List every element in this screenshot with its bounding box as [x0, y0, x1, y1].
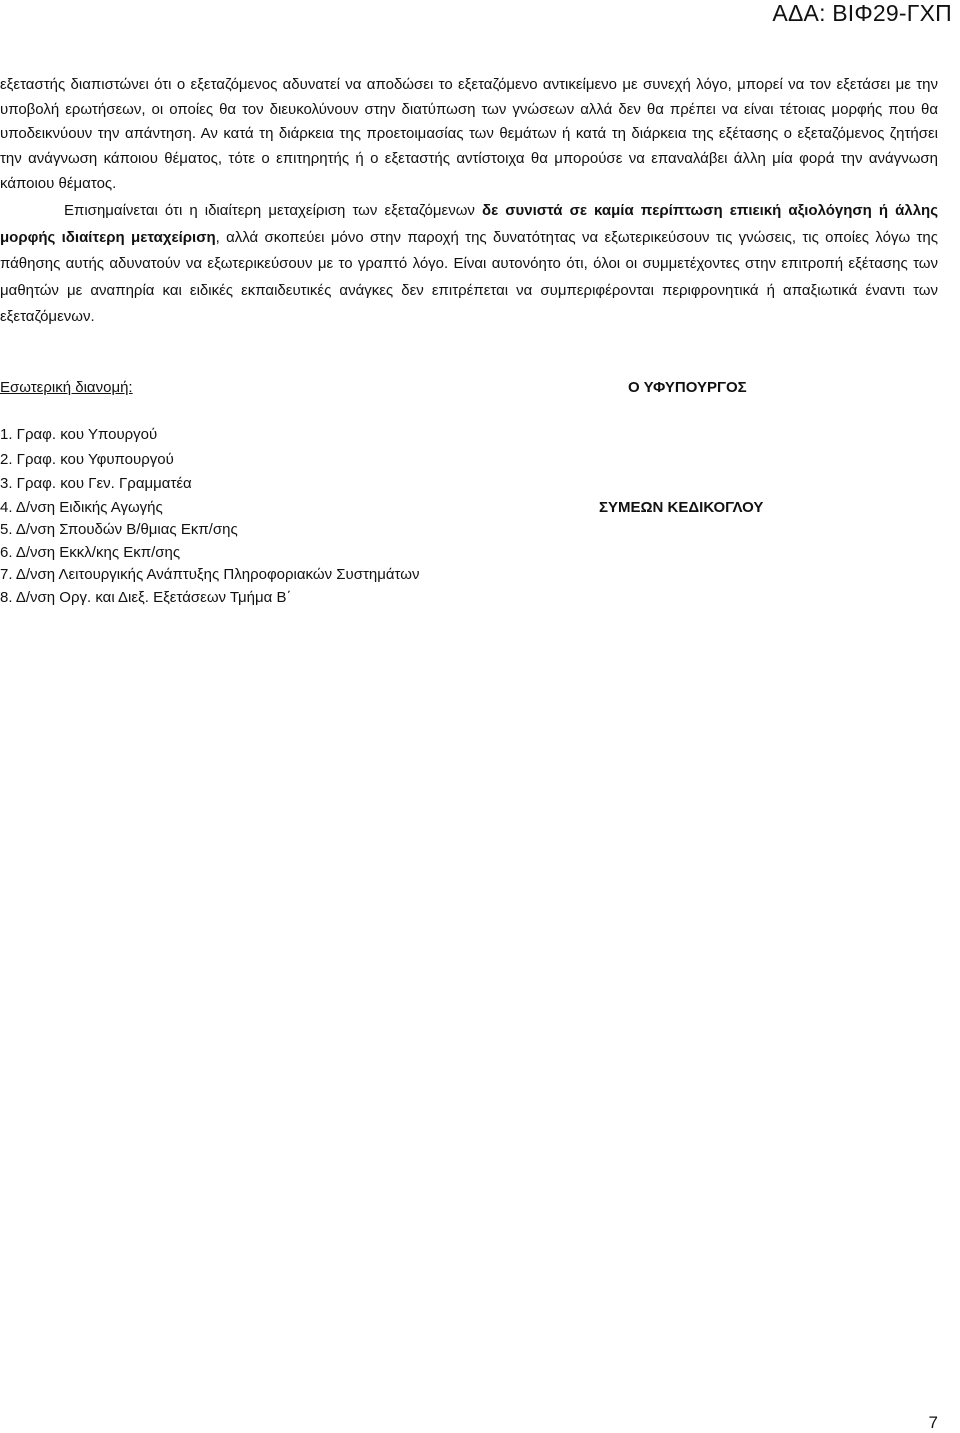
internal-distribution-label: Εσωτερική διανομή: — [0, 379, 133, 396]
paragraph-examination-procedure: εξεταστής διαπιστώνει ότι ο εξεταζόμενος αδυνατεί να αποδώσει το εξεταζόμενο αντικείμενο με συνεχή λόγο, μπορεί να τον εξετάσει με την υποβολή ερωτήσεων, οι οποίες θα τον διευκολύνουν στην διατύπωση των γνώσεων αλλά δεν θα πρέπει να είναι τέτοιας μορφής που θα υποδεικνύουν την απάντηση. Αν κατά τη διάρκεια της προετοιμασίας των θεμάτων ή κατά τη διάρκεια της εξέτασης ο εξεταζόμενος ζητήσει την ανάγνωση κάποιου θέματος, τότε ο επιτηρητής ή ο εξεταστής αντίστοιχα θα μπορούσε να επαναλάβει άλλη μία φορά την ανάγνωση κάποιου θέματος. — [0, 76, 938, 192]
page-number: 7 — [928, 1413, 938, 1432]
ada-code-header: ΑΔΑ: ΒΙΦ29-ΓΧΠ — [772, 0, 952, 26]
distribution-item: 1. Γραφ. κου Υπουργού — [0, 426, 158, 443]
paragraph-lead-text: Επισημαίνεται ότι η ιδιαίτερη μεταχείριση των εξεταζόμενων — [64, 202, 482, 219]
distribution-item: 6. Δ/νση Εκκλ/κης Εκπ/σης — [0, 543, 181, 561]
signatory-title: Ο ΥΦΥΠΟΥΡΓΟΣ — [628, 379, 747, 396]
paragraph-emphasis-text: δε συνιστά σε καμία περίπτωση επιεική αξιολόγηση ή άλλης μορφής ιδιαίτερη μεταχείριση — [0, 202, 938, 246]
distribution-item: 5. Δ/νση Σπουδών Β/θμιας Εκπ/σης — [0, 521, 238, 538]
paragraph-special-treatment — [0, 198, 938, 331]
distribution-item: 3. Γραφ. κου Γεν. Γραμματέα — [0, 475, 192, 492]
signatory-name: ΣΥΜΕΩΝ ΚΕΔΙΚΟΓΛΟΥ — [599, 499, 764, 516]
distribution-item: 7. Δ/νση Λειτουργικής Ανάπτυξης Πληροφοριακών Συστημάτων — [0, 566, 420, 583]
distribution-item: 2. Γραφ. κου Υφυπουργού — [0, 450, 174, 468]
distribution-item: 8. Δ/νση Οργ. και Διεξ. Εξετάσεων Τμήμα Β΄ — [0, 588, 292, 606]
paragraph-rest-text: , αλλά σκοπεύει μόνο στην παροχή της δυνατότητας να εξωτερικεύσουν τις γνώσεις, τις οποίες λόγω της πάθησης αυτής αδυνατούν να εξωτερικεύσουν με το γραπτό λόγο. Είναι αυτονόητο ότι, όλοι οι συμμετέχοντες στην επιτροπή εξέτασης των μαθητών με αναπηρία και ειδικές εκπαιδευτικές ανάγκες δεν επιτρέπεται να συμπεριφέρονται περιφρονητικά ή απαξιωτικά έναντι των εξεταζόμενων. — [0, 228, 938, 326]
distribution-item: 4. Δ/νση Ειδικής Αγωγής — [0, 498, 163, 516]
distribution-list — [0, 423, 419, 609]
